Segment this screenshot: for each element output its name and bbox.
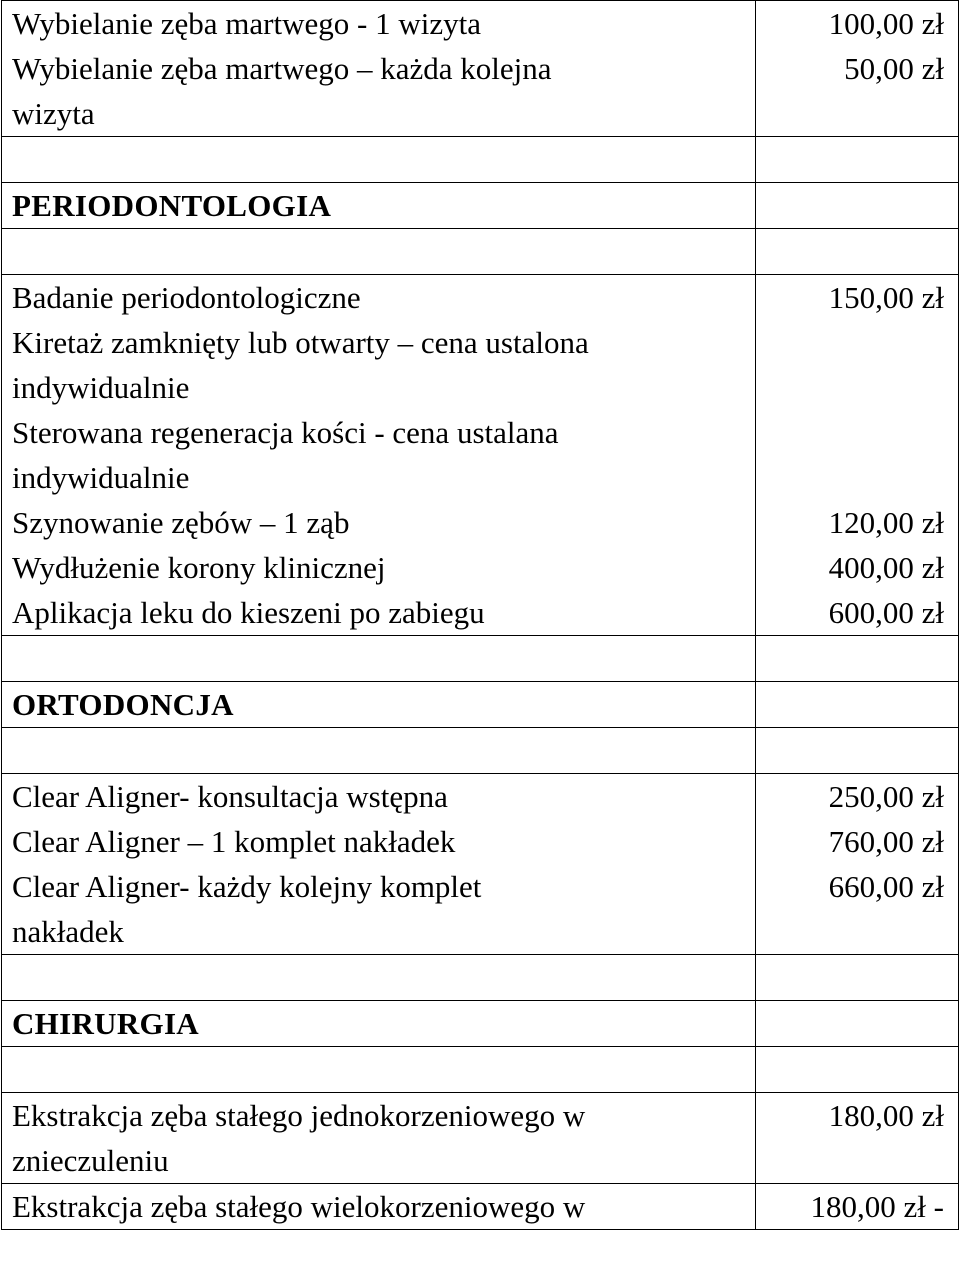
service-price: 120,00 zł — [828, 505, 944, 540]
spacer-row — [2, 229, 959, 275]
empty-cell — [756, 728, 959, 774]
price-blank — [756, 455, 944, 500]
service-price-cell — [756, 1184, 959, 1230]
table-row — [2, 1093, 959, 1184]
empty-cell — [2, 1047, 756, 1093]
service-name: Sterowana regeneracja kości - cena ustalana — [12, 415, 559, 450]
service-prices-cell — [756, 774, 959, 955]
section-title: CHIRURGIA — [12, 1006, 199, 1041]
empty-cell — [756, 636, 959, 682]
service-name-continuation: indywidualnie — [12, 460, 190, 495]
service-name-cell — [2, 1093, 756, 1184]
section-items-block — [2, 275, 959, 636]
section-header-row — [2, 183, 959, 229]
service-names-cell — [2, 275, 756, 636]
service-price: 760,00 zł — [828, 824, 944, 859]
service-price: 250,00 zł — [828, 779, 944, 814]
service-price: 180,00 zł - — [810, 1189, 944, 1224]
service-price-cell — [756, 1093, 959, 1184]
empty-cell — [756, 682, 959, 728]
empty-cell — [756, 137, 959, 183]
service-name-continuation: nakładek — [12, 914, 124, 949]
service-name: Badanie periodontologiczne — [12, 280, 361, 315]
section-title-cell — [2, 1001, 756, 1047]
service-name: Ekstrakcja zęba stałego wielokorzeniowego w — [12, 1189, 586, 1224]
service-name-continuation: wizyta — [12, 96, 95, 131]
section-header-row — [2, 682, 959, 728]
section-items-block — [2, 774, 959, 955]
service-name: Clear Aligner- konsultacja wstępna — [12, 779, 448, 814]
service-price: 600,00 zł — [828, 595, 944, 630]
service-prices-cell — [756, 275, 959, 636]
empty-cell — [2, 955, 756, 1001]
service-price-cell — [756, 46, 959, 137]
empty-cell — [756, 1047, 959, 1093]
empty-cell — [756, 183, 959, 229]
service-name: Wybielanie zęba martwego - 1 wizyta — [12, 6, 481, 41]
spacer-row — [2, 1047, 959, 1093]
price-list-table — [1, 0, 959, 1230]
empty-cell — [2, 636, 756, 682]
service-price: 400,00 zł — [828, 550, 944, 585]
table-row — [2, 1184, 959, 1230]
empty-cell — [2, 229, 756, 275]
service-name-cell — [2, 1, 756, 47]
service-name: Aplikacja leku do kieszeni po zabiegu — [12, 595, 485, 630]
service-name: Clear Aligner- każdy kolejny komplet — [12, 869, 482, 904]
service-price — [756, 320, 944, 365]
service-names-cell — [2, 774, 756, 955]
service-name-cell — [2, 1184, 756, 1230]
service-price: 660,00 zł — [828, 869, 944, 904]
table-row — [2, 1, 959, 47]
section-header-row — [2, 1001, 959, 1047]
section-title-cell — [2, 682, 756, 728]
section-title: PERIODONTOLOGIA — [12, 188, 332, 223]
empty-cell — [756, 229, 959, 275]
section-title-cell — [2, 183, 756, 229]
service-name: Kiretaż zamknięty lub otwarty – cena ustalona — [12, 325, 589, 360]
price-blank — [756, 365, 944, 410]
service-name-cell — [2, 46, 756, 137]
service-price: 50,00 zł — [844, 51, 944, 86]
empty-cell — [756, 955, 959, 1001]
service-price — [756, 410, 944, 455]
service-price: 150,00 zł — [828, 280, 944, 315]
service-price-cell — [756, 1, 959, 47]
table-row — [2, 46, 959, 137]
service-name-continuation: znieczuleniu — [12, 1143, 169, 1178]
empty-cell — [2, 728, 756, 774]
service-name: Ekstrakcja zęba stałego jednokorzeniowego w — [12, 1098, 586, 1133]
service-name: Clear Aligner – 1 komplet nakładek — [12, 824, 456, 859]
service-name: Szynowanie zębów – 1 ząb — [12, 505, 350, 540]
service-name: Wybielanie zęba martwego – każda kolejna — [12, 51, 552, 86]
empty-cell — [756, 1001, 959, 1047]
spacer-row — [2, 137, 959, 183]
spacer-row — [2, 636, 959, 682]
service-price: 180,00 zł — [828, 1098, 944, 1133]
service-price: 100,00 zł — [828, 6, 944, 41]
price-blank — [756, 909, 944, 954]
service-name-continuation: indywidualnie — [12, 370, 190, 405]
section-title: ORTODONCJA — [12, 687, 234, 722]
spacer-row — [2, 955, 959, 1001]
empty-cell — [2, 137, 756, 183]
spacer-row — [2, 728, 959, 774]
service-name: Wydłużenie korony klinicznej — [12, 550, 386, 585]
